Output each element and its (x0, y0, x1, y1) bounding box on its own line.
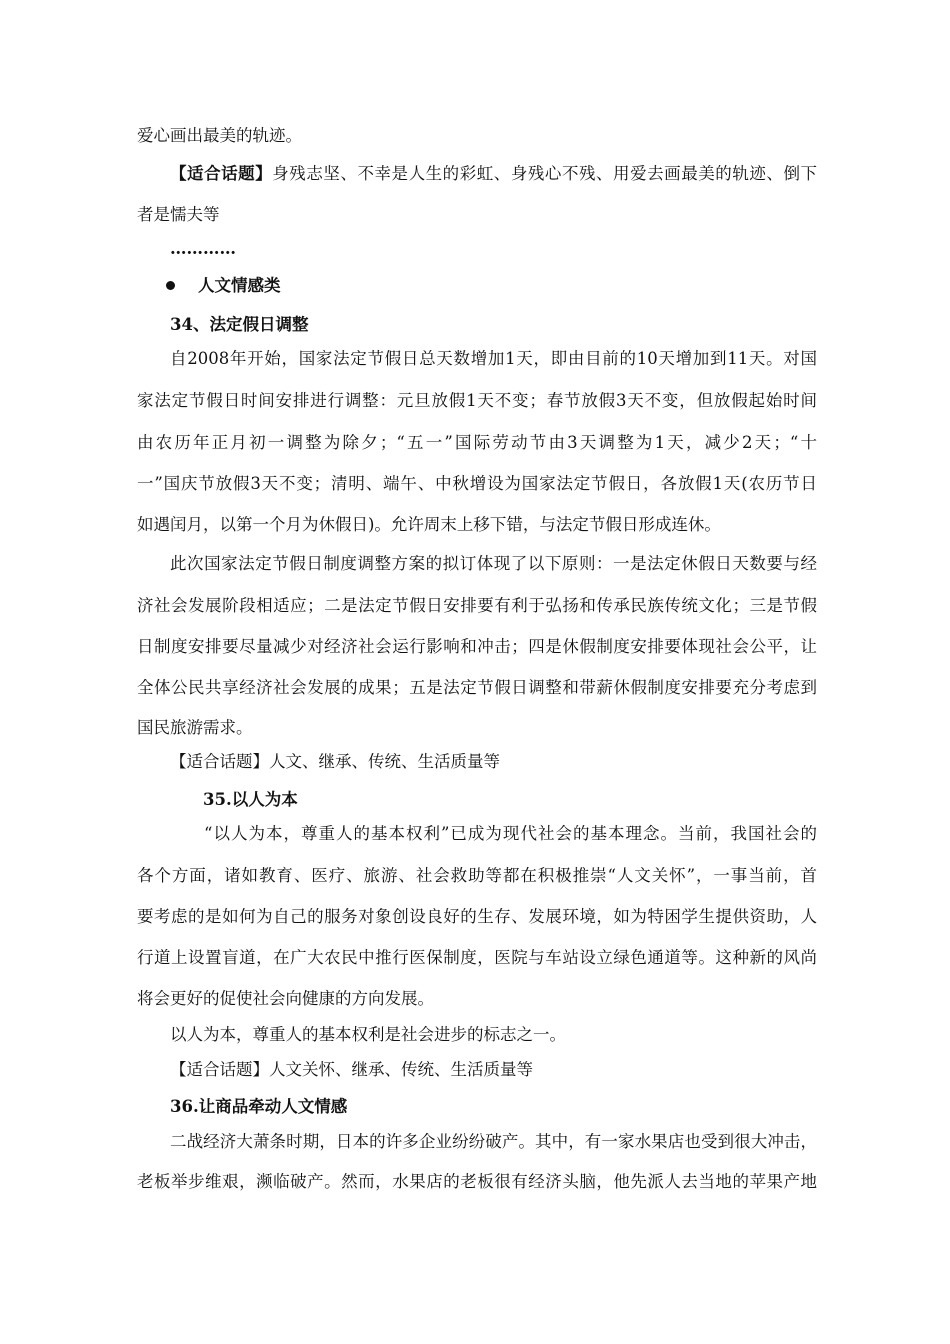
item34-p1-line: 由农历年正月初一调整为除夕；“五一”国际劳动节由3天调整为1天，减少2天；“十 (137, 433, 817, 452)
item34-p1-line: 如遇闰月，以第一个月为休假日)。允许周末上移下错，与法定节假日形成连休。 (137, 515, 721, 534)
item35-p1-line: 要考虑的是如何为自己的服务对象创设良好的生存、发展环境，如为特困学生提供资助，人 (137, 907, 817, 926)
item35-p1-line: 行道上设置盲道，在广大农民中推行医保制度，医院与车站设立绿色通道等。这种新的风尚 (137, 948, 817, 967)
item35-topics: 【适合话题】人文关怀、继承、传统、生活质量等 (170, 1060, 533, 1079)
topics-prev-line-1 (170, 163, 817, 185)
category-title: 人文情感类 (198, 276, 281, 295)
item34-heading: 34、法定假日调整 (170, 315, 309, 334)
item34-p1-line: 家法定节假日时间安排进行调整：元旦放假1天不变；春节放假3天不变，但放假起始时间 (137, 391, 817, 410)
topics-prev-line-2: 者是懦夫等 (137, 205, 220, 224)
item35-p2: 以人为本，尊重人的基本权利是社会进步的标志之一。 (170, 1025, 566, 1044)
ellipsis: ………… (170, 239, 236, 258)
continuation-line: 爱心画出最美的轨迹。 (137, 126, 302, 145)
item34-p1-line: 一”国庆节放假3天不变；清明、端午、中秋增设为国家法定节假日，各放假1天(农历节日 (137, 474, 817, 493)
item34-p2-line: 日制度安排要尽量减少对经济社会运行影响和冲击；四是休假制度安排要体现社会公平，让 (137, 637, 817, 656)
item35-heading: 35.以人为本 (203, 790, 298, 809)
topics-prev-label: 【适合话题】 (170, 164, 273, 183)
item34-p2-line: 国民旅游需求。 (137, 718, 253, 737)
item34-p2-line: 济社会发展阶段相适应；二是法定节假日安排要有利于弘扬和传承民族传统文化；三是节假 (137, 596, 817, 615)
topics-prev-text: 身残志坚、不幸是人生的彩虹、身残心不残、用爱去画最美的轨迹、倒下 (272, 164, 817, 183)
bullet-icon (166, 281, 175, 290)
item34-topics: 【适合话题】人文、继承、传统、生活质量等 (170, 752, 500, 771)
item35-p1-line: “以人为本，尊重人的基本权利”已成为现代社会的基本理念。当前，我国社会的 (204, 824, 817, 843)
item34-p2-line: 此次国家法定节假日制度调整方案的拟订体现了以下原则：一是法定休假日天数要与经 (170, 554, 817, 573)
item34-p1-line: 自2008年开始，国家法定节假日总天数增加1天，即由目前的10天增加到11天。对国 (170, 349, 817, 368)
item35-p1-line: 各个方面，诸如教育、医疗、旅游、社会救助等都在积极推崇“人文关怀”，一事当前，首 (137, 866, 817, 885)
item36-p1-line: 二战经济大萧条时期，日本的许多企业纷纷破产。其中，有一家水果店也受到很大冲击， (170, 1132, 817, 1151)
item34-p2-line: 全体公民共享经济社会发展的成果；五是法定节假日调整和带薪休假制度安排要充分考虑到 (137, 678, 817, 697)
item36-heading: 36.让商品牵动人文情感 (170, 1097, 348, 1116)
item35-p1-line: 将会更好的促使社会向健康的方向发展。 (137, 989, 434, 1008)
item36-p1-line: 老板举步维艰，濒临破产。然而，水果店的老板很有经济头脑，他先派人去当地的苹果产地 (137, 1172, 817, 1191)
